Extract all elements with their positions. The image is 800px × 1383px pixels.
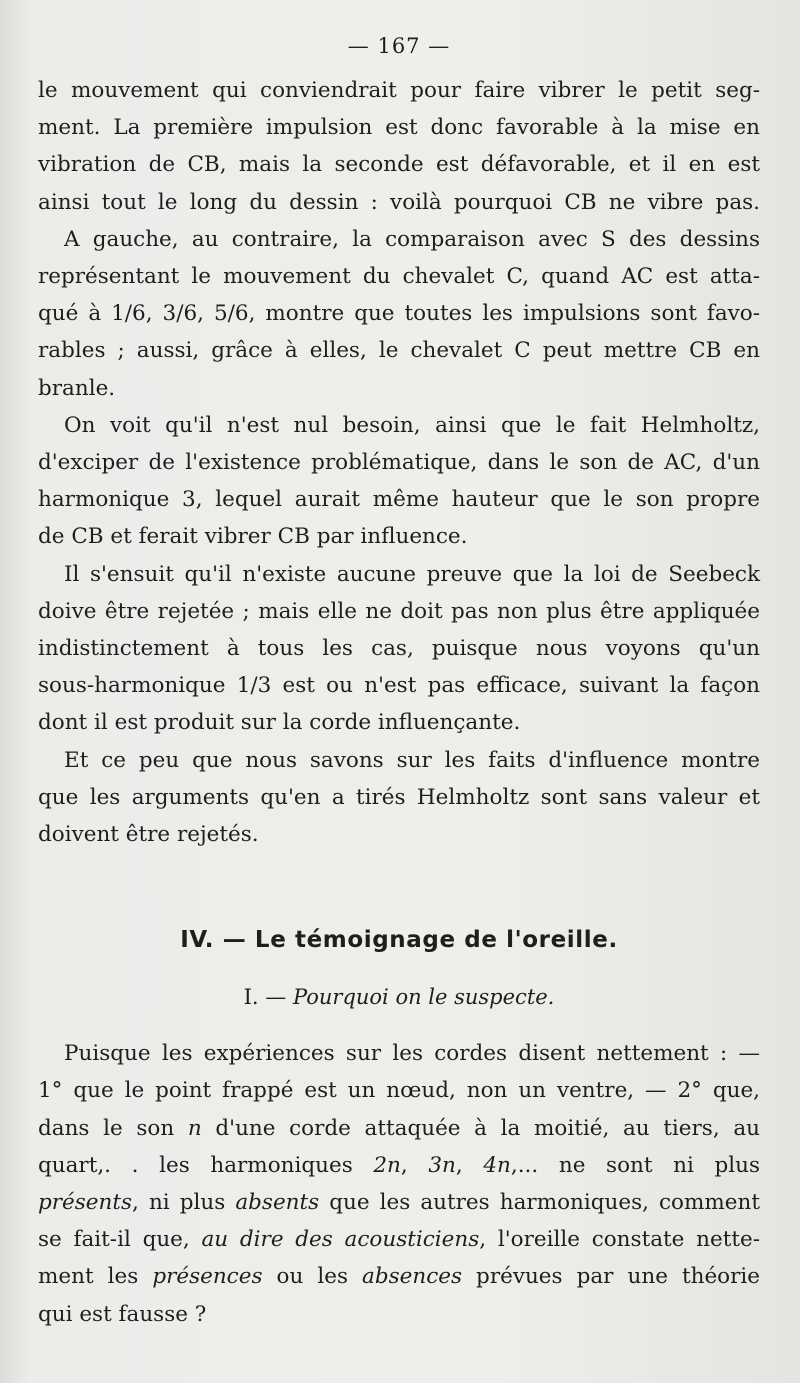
italic-term: présents	[38, 1190, 133, 1216]
math-variable: 3n	[428, 1152, 456, 1178]
text-line: Et ce peu que nous savons sur les faits d'influence montre	[64, 747, 760, 773]
text-line: Puisque les expériences sur les cordes disent nettement : —	[64, 1041, 760, 1067]
text-line	[38, 1258, 760, 1295]
paragraph-2	[38, 221, 760, 407]
paragraph-4	[38, 556, 760, 742]
text-line: dont il est produit sur la corde influençante.	[38, 710, 521, 736]
text-line: rables ; aussi, grâce à elles, le chevalet C peut mettre CB en	[38, 338, 760, 364]
text-run: que les autres harmoniques, comment	[319, 1190, 760, 1216]
text-line	[38, 1221, 760, 1258]
text-run: ou les	[262, 1264, 363, 1290]
text-line: d'exciper de l'existence problématique, dans le son de AC, d'un	[38, 450, 760, 476]
text-run: , ni plus	[132, 1190, 236, 1216]
text-line: ment. La première impulsion est donc favorable à la mise en	[38, 115, 760, 141]
text-line: que les arguments qu'en a tirés Helmholtz sont sans valeur et	[38, 784, 760, 810]
text-line	[38, 1184, 760, 1221]
text-line	[38, 1110, 760, 1147]
text-line: 1° que le point frappé est un nœud, non un ventre, — 2° que,	[38, 1078, 760, 1104]
text-line: Il s'ensuit qu'il n'existe aucune preuve que la loi de Seebeck	[64, 561, 760, 587]
text-line: harmonique 3, lequel aurait même hauteur que le son propre	[38, 487, 760, 513]
math-variable: 2n	[373, 1152, 401, 1178]
text-run: se fait-il que,	[38, 1227, 202, 1253]
math-variable: n	[187, 1115, 202, 1141]
text-line: sous-harmonique 1/3 est ou n'est pas efficace, suivant la façon	[38, 673, 760, 699]
text-line: représentant le mouvement du chevalet C, quand AC est atta-	[38, 264, 760, 290]
text-line: doive être rejetée ; mais elle ne doit pas non plus être appliquée	[38, 598, 760, 624]
subsection-heading	[38, 969, 760, 1025]
text-line: le mouvement qui conviendrait pour faire vibrer le petit seg-	[38, 78, 760, 103]
text-run: ,	[400, 1152, 429, 1178]
paragraph-5	[38, 742, 760, 854]
text-line: ainsi tout le long du dessin : voilà pourquoi CB ne vibre pas.	[38, 189, 760, 215]
subsection-number: I. —	[243, 985, 293, 1010]
paragraph-1	[38, 72, 760, 221]
paragraph-final	[38, 1035, 760, 1333]
italic-term: présences	[152, 1264, 263, 1290]
text-line: qué à 1/6, 3/6, 5/6, montre que toutes les impulsions sont favo-	[38, 301, 760, 327]
text-line	[38, 1147, 760, 1184]
text-run: ,	[455, 1152, 484, 1178]
section-heading: IV. — Le témoignage de l'oreille.	[180, 927, 618, 954]
text-run: , l'oreille constate nette-	[479, 1227, 760, 1253]
paragraph-3	[38, 407, 760, 556]
text-run: d'une corde attaquée à la moitié, au tiers, au	[201, 1115, 760, 1141]
text-run: ,... ne sont ni plus	[510, 1152, 761, 1178]
math-variable: 4n	[483, 1152, 511, 1178]
text-line: indistinctement à tous les cas, puisque nous voyons qu'un	[38, 636, 760, 662]
italic-phrase: au dire des acousticiens	[201, 1227, 480, 1253]
text-run: prévues par une théorie	[462, 1264, 760, 1290]
text-line: qui est fausse ?	[38, 1301, 207, 1327]
text-line: branle.	[38, 375, 116, 401]
text-line: de CB et ferait vibrer CB par influence.	[38, 524, 468, 550]
text-line: doivent être rejetés.	[38, 822, 259, 848]
text-line: On voit qu'il n'est nul besoin, ainsi que le fait Helmholtz,	[64, 412, 760, 438]
text-line: vibration de CB, mais la seconde est défavorable, et il en est	[38, 152, 760, 178]
page-number: — 167 —	[347, 34, 451, 58]
text-run: quart,. . les harmoniques	[38, 1152, 374, 1178]
text-run: dans le son	[38, 1115, 188, 1141]
text-line: A gauche, au contraire, la comparaison avec S des dessins	[64, 226, 760, 252]
text-run: ment les	[38, 1264, 153, 1290]
subsection-title: Pourquoi on le suspecte.	[292, 985, 555, 1010]
italic-term: absences	[362, 1264, 463, 1290]
italic-term: absents	[235, 1190, 320, 1216]
